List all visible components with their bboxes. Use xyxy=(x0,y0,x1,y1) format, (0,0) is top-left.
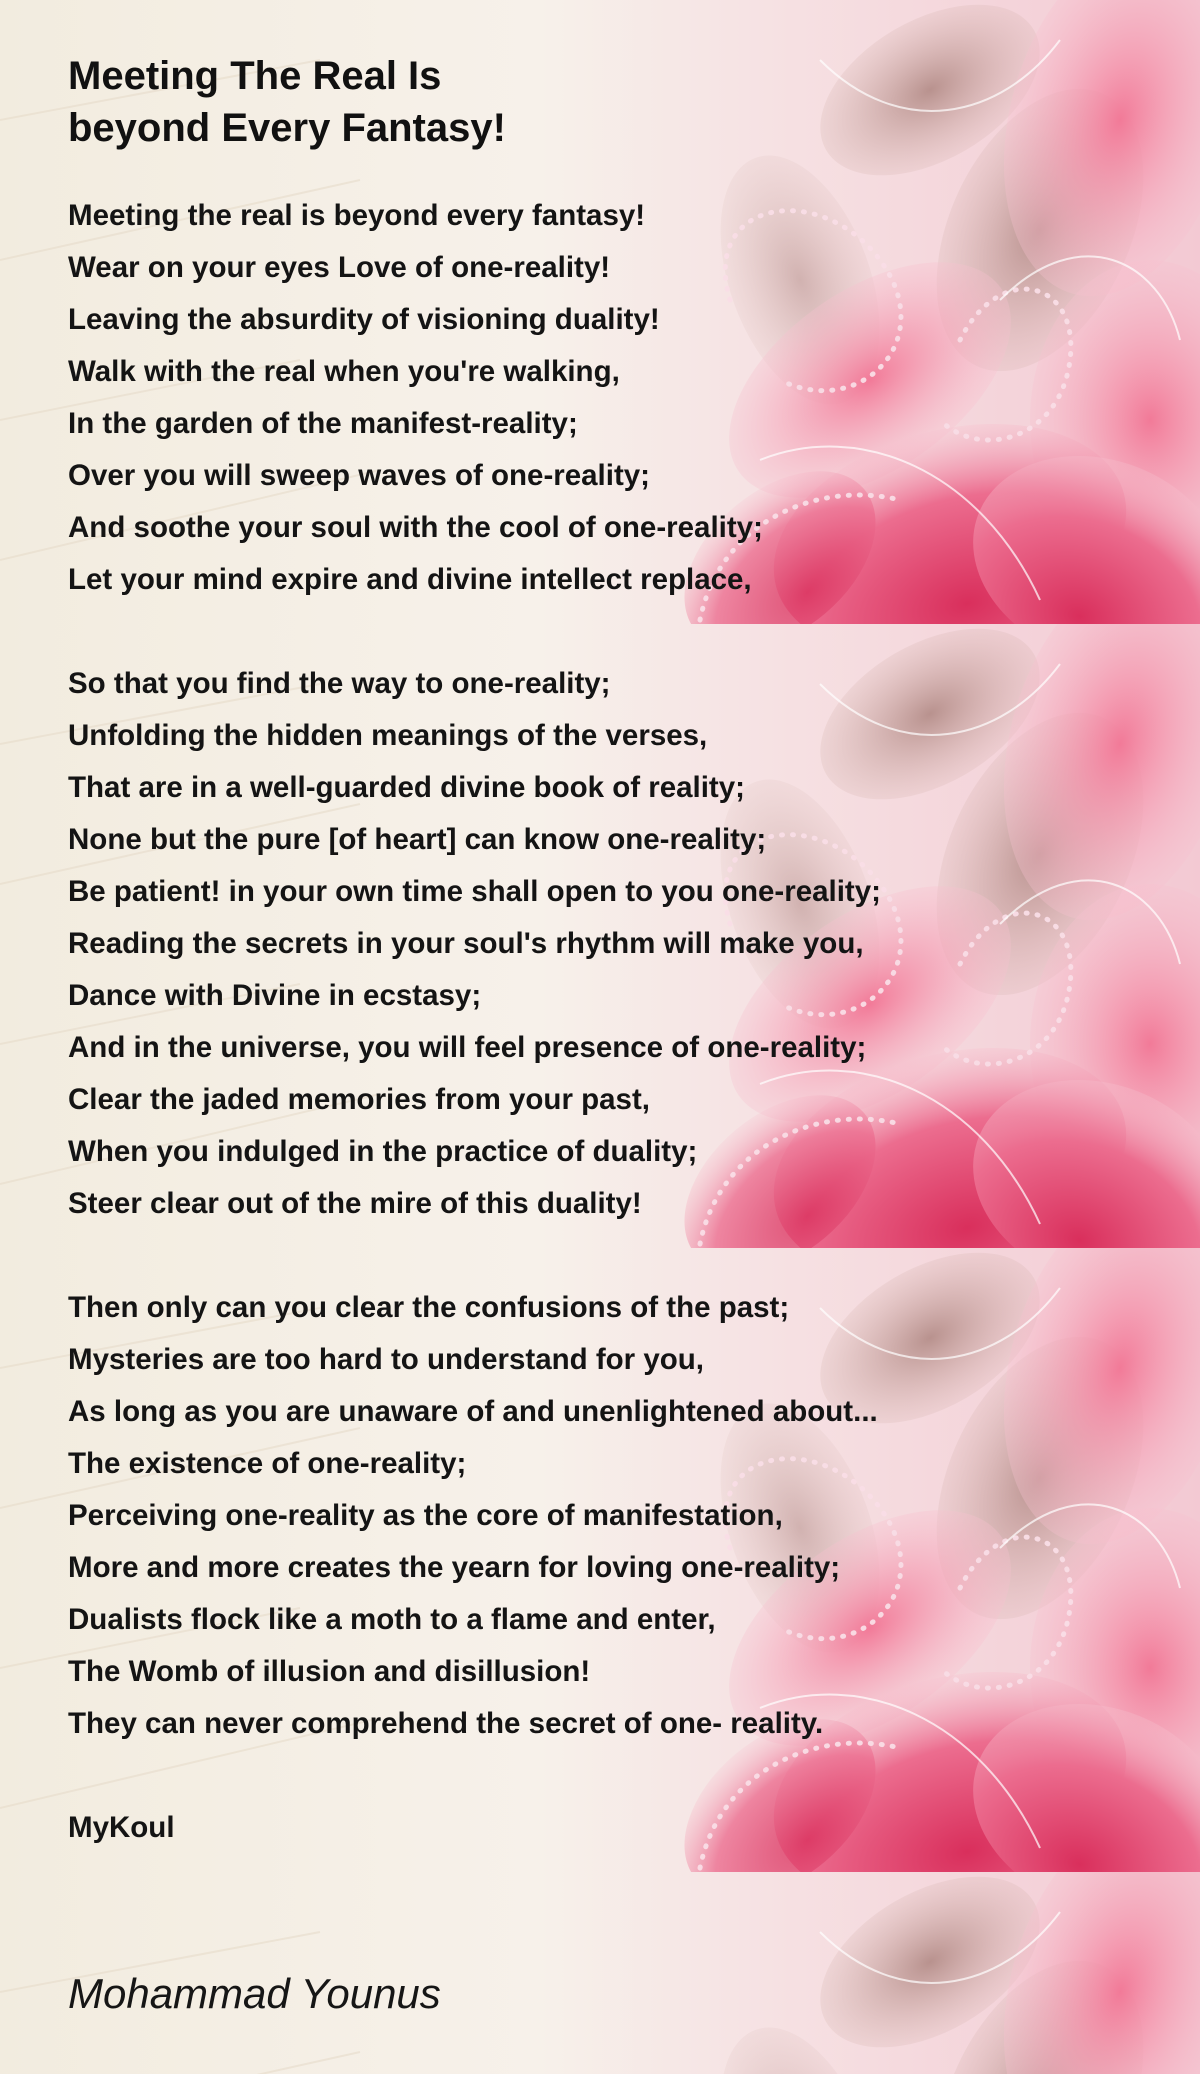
poem-line: None but the pure [of heart] can know one-reality; xyxy=(68,823,767,856)
poem-line: Let your mind expire and divine intellect replace, xyxy=(68,563,752,596)
stanza-break xyxy=(68,1230,1168,1282)
poem-line: Wear on your eyes Love of one-reality! xyxy=(68,251,611,284)
poem-line: Then only can you clear the confusions of the past; xyxy=(68,1291,790,1324)
poem-line: Be patient! in your own time shall open to you one-reality; xyxy=(68,875,881,908)
poem-line: Meeting the real is beyond every fantasy! xyxy=(68,199,646,232)
poem-line: Clear the jaded memories from your past, xyxy=(68,1083,650,1116)
poem-line: Unfolding the hidden meanings of the verses, xyxy=(68,719,708,752)
poem-line: Mysteries are too hard to understand for you, xyxy=(68,1343,704,1376)
poem-title-line: beyond Every Fantasy! xyxy=(68,106,506,150)
author-name: Mohammad Younus xyxy=(68,1970,441,2017)
poem-line: More and more creates the yearn for loving one-reality; xyxy=(68,1551,841,1584)
poem-container xyxy=(68,50,1168,1854)
poem-line: So that you find the way to one-reality; xyxy=(68,667,611,700)
poem-line: Reading the secrets in your soul's rhythm will make you, xyxy=(68,927,864,960)
poem-stanza xyxy=(68,658,1168,1230)
poem-line: That are in a well-guarded divine book of reality; xyxy=(68,771,745,804)
poem-line: As long as you are unaware of and unenlightened about... xyxy=(68,1395,878,1428)
poem-stanza xyxy=(68,190,1168,606)
poem-title xyxy=(68,50,1168,154)
poem-line: Leaving the absurdity of visioning duality! xyxy=(68,303,660,336)
poem-line: They can never comprehend the secret of one- reality. xyxy=(68,1707,824,1740)
poem-signature: MyKoul xyxy=(68,1811,175,1844)
poem-line: Over you will sweep waves of one-reality; xyxy=(68,459,651,492)
poem-line: Walk with the real when you're walking, xyxy=(68,355,620,388)
poem-line: In the garden of the manifest-reality; xyxy=(68,407,578,440)
poem-line: Steer clear out of the mire of this duality! xyxy=(68,1187,642,1220)
poem-line: Perceiving one-reality as the core of manifestation, xyxy=(68,1499,783,1532)
poem-line: Dance with Divine in ecstasy; xyxy=(68,979,482,1012)
poem-title-line: Meeting The Real Is xyxy=(68,54,442,98)
poem-line: And soothe your soul with the cool of one-reality; xyxy=(68,511,763,544)
poem-stanza xyxy=(68,1282,1168,1750)
poem-line: When you indulged in the practice of duality; xyxy=(68,1135,698,1168)
poem-line: The Womb of illusion and disillusion! xyxy=(68,1655,591,1688)
poem-line: The existence of one-reality; xyxy=(68,1447,467,1480)
poem-line: Dualists flock like a moth to a flame and enter, xyxy=(68,1603,716,1636)
stanza-break xyxy=(68,606,1168,658)
poem-line: And in the universe, you will feel presence of one-reality; xyxy=(68,1031,867,1064)
